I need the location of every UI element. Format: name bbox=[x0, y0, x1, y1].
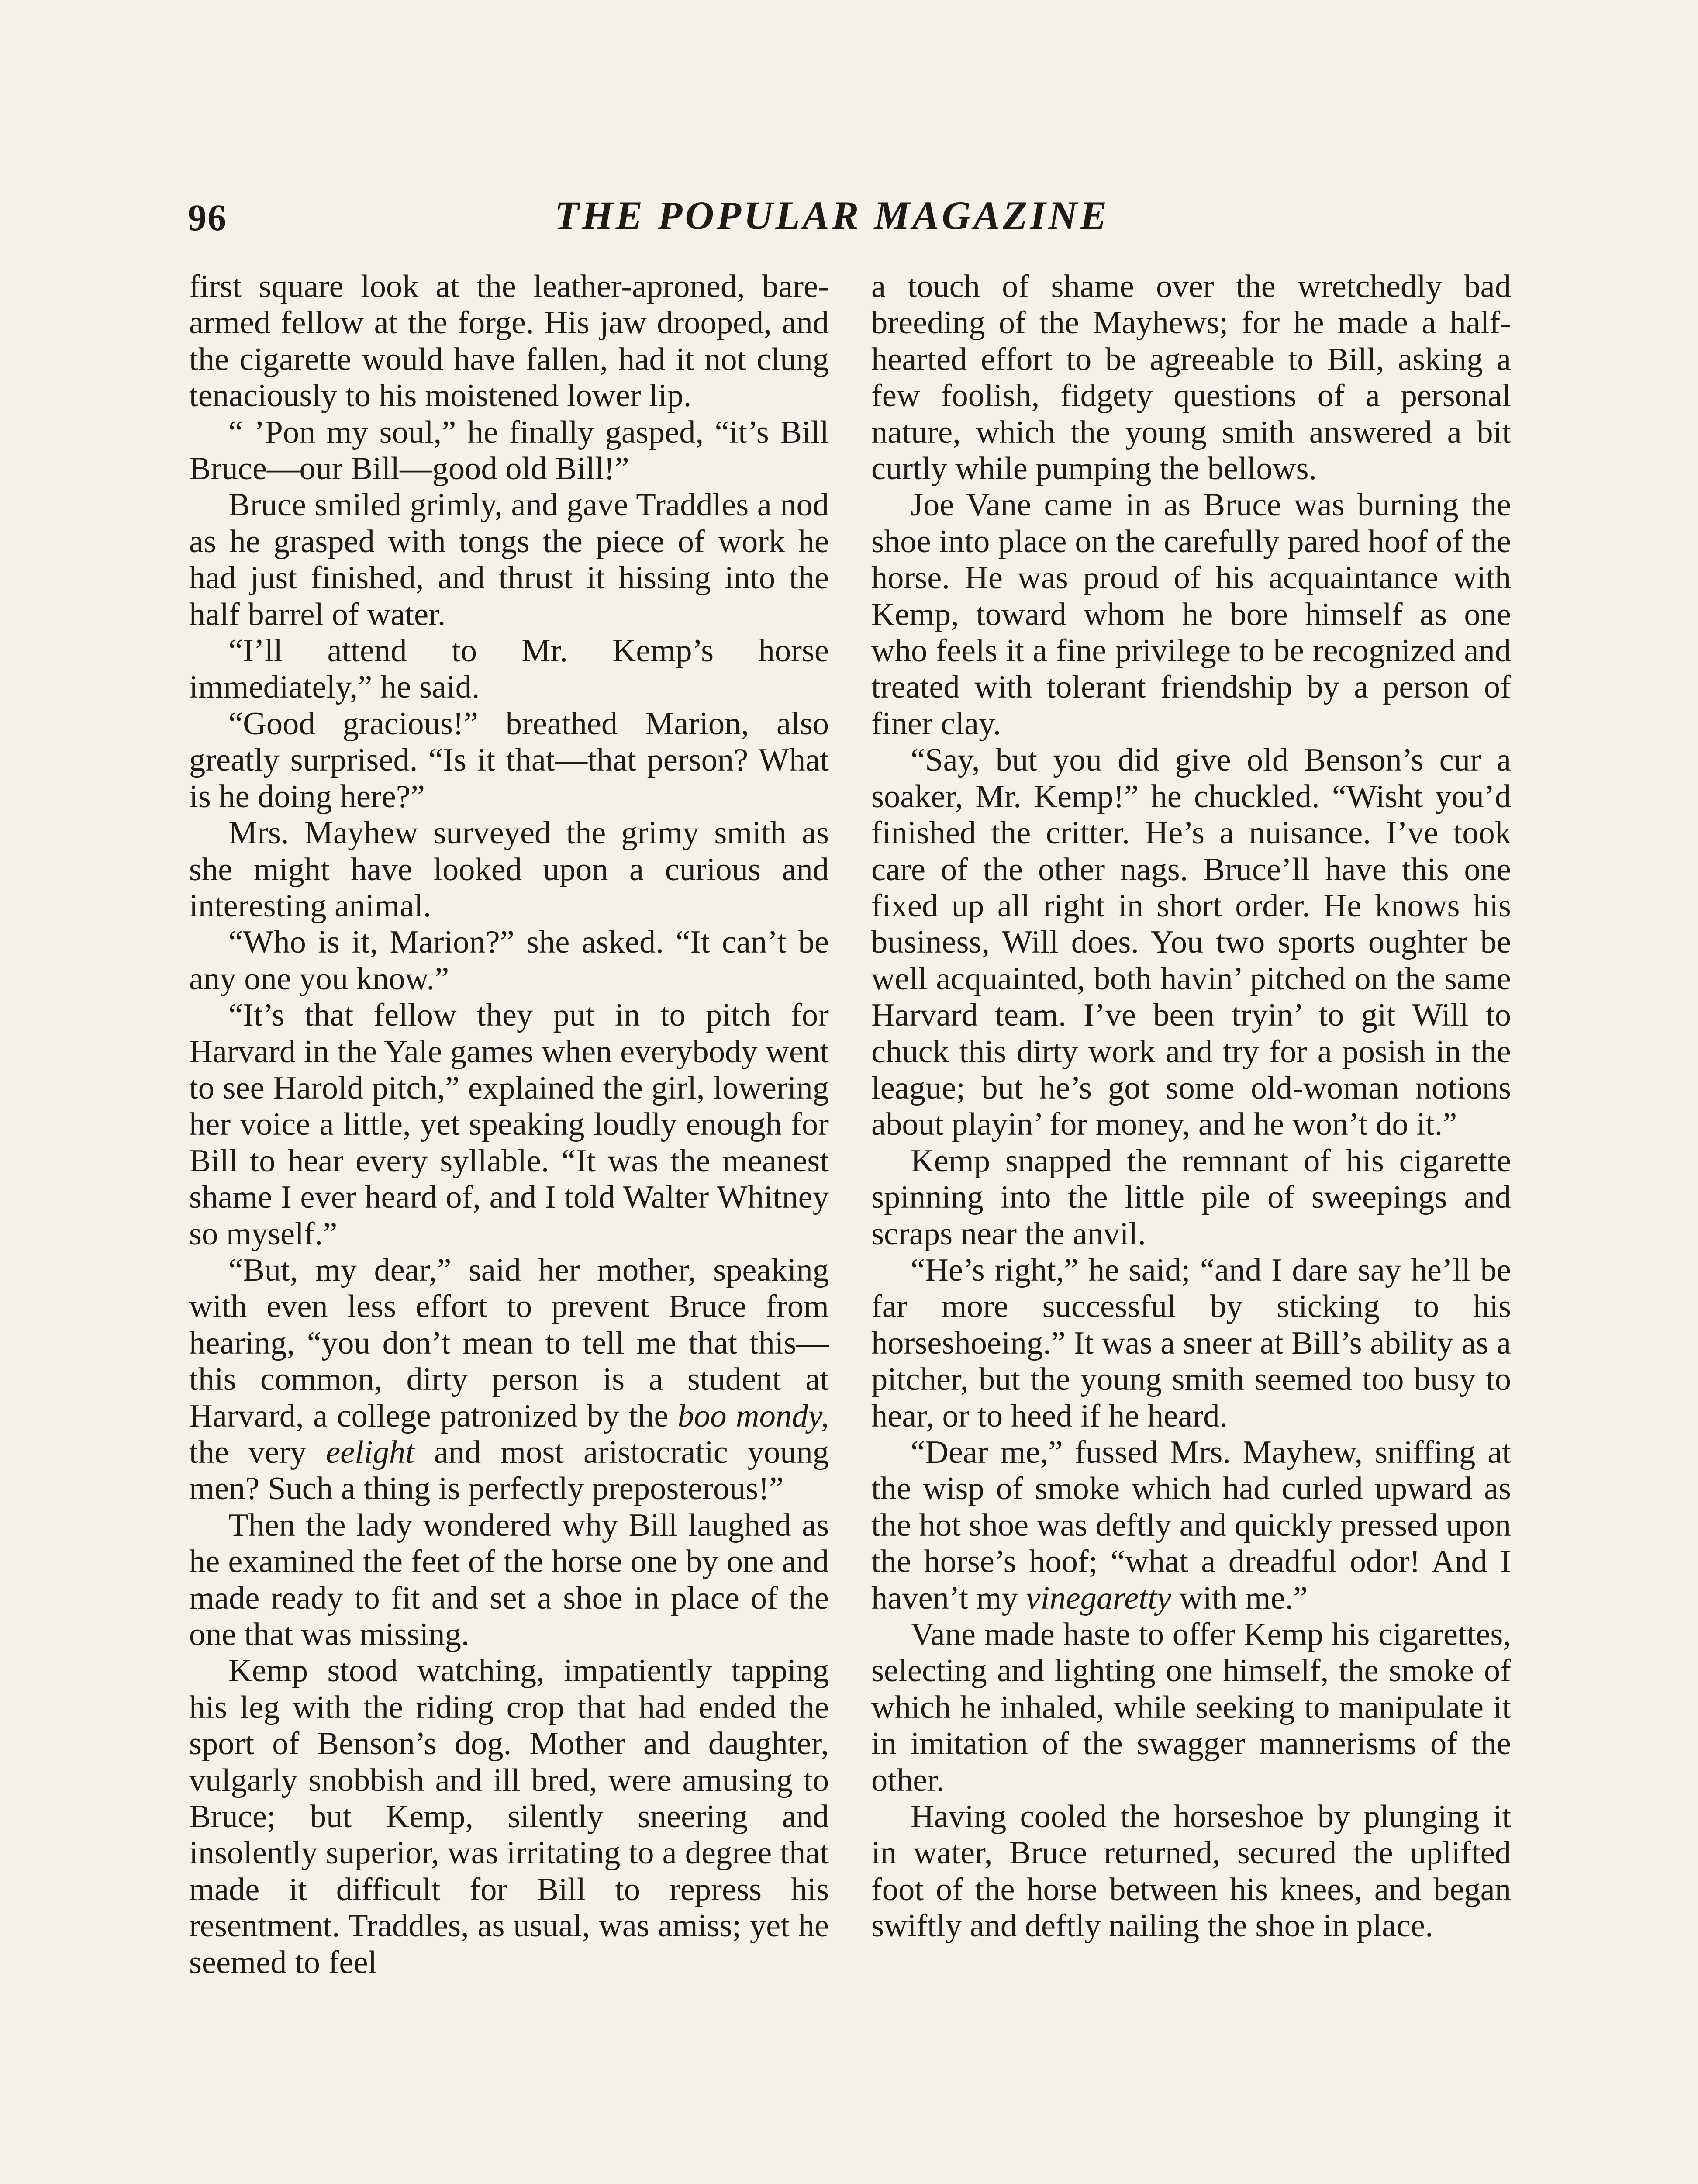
paragraph: “Say, but you did give old Benson’s cur a soaker, Mr. Kemp!” he chuckled. “Wisht you’d finished the critter. He’s a nuisance. I’ve took care of the other nags. Bruce’ll have this one fixed up all right in short order. He knows his business, Will does. You two sports oughter be well acquainted, both havin’ pitched on the same Harvard team. I’ve been tryin’ to git Will to chuck this dirty work and try for a posish in the league; but he’s got some old-woman notions about playin’ for money, and he won’t do it.” bbox=[871, 742, 1511, 1143]
paragraph: first square look at the leather-aproned, bare-armed fellow at the forge. His jaw drooped, and the cigarette would have fallen, had it not clung tenaciously to his moistened lower lip. bbox=[189, 269, 829, 414]
italic-phrase: eelight bbox=[326, 1434, 414, 1470]
text-run: “But, my dear,” said her mother, speaking with even less effort to prevent Bruce from hearing, “you don’t mean to tell me that this—this common, dirty person is a student at Harvard, a college patronized by the bbox=[189, 1252, 829, 1434]
paragraph bbox=[189, 1252, 829, 1507]
paragraph: Mrs. Mayhew surveyed the grimy smith as she might have looked upon a curious and interesting animal. bbox=[189, 815, 829, 924]
text-run: with me.” bbox=[1171, 1580, 1308, 1616]
paragraph bbox=[871, 1434, 1511, 1617]
text-run: and most aristocratic young men? Such a thing is perfectly preposterous!” bbox=[189, 1434, 829, 1507]
left-column bbox=[189, 269, 829, 1981]
paragraph: Bruce smiled grimly, and gave Traddles a nod as he grasped with tongs the piece of work he had just finished, and thrust it hissing into the half barrel of water. bbox=[189, 487, 829, 632]
paragraph: “He’s right,” he said; “and I dare say he’ll be far more successful by sticking to his horseshoeing.” It was a sneer at Bill’s ability as a pitcher, but the young smith seemed too busy to hear, or to heed if he heard. bbox=[871, 1252, 1511, 1434]
paragraph: Joe Vane came in as Bruce was burning the shoe into place on the carefully pared hoof of the horse. He was proud of his acquaintance with Kemp, toward whom he bore himself as one who feels it a fine privilege to be recognized and treated with tolerant friendship by a person of finer clay. bbox=[871, 487, 1511, 742]
text-run: “Dear me,” fussed Mrs. Mayhew, sniffing at the wisp of smoke which had curled upward as the hot shoe was deftly and quickly pressed upon the horse’s hoof; “what a dreadful odor! And I haven’t my bbox=[871, 1434, 1511, 1616]
italic-phrase: boo mondy, bbox=[677, 1398, 829, 1434]
paragraph: “Good gracious!” breathed Marion, also greatly surprised. “Is it that—that person? What is he doing here?” bbox=[189, 705, 829, 815]
page-number: 96 bbox=[188, 197, 227, 238]
italic-phrase: vinegaretty bbox=[1026, 1580, 1171, 1616]
paragraph: “ ’Pon my soul,” he finally gasped, “it’s Bill Bruce—our Bill—good old Bill!” bbox=[189, 414, 829, 487]
paragraph: “It’s that fellow they put in to pitch for Harvard in the Yale games when everybody went to see Harold pitch,” explained the girl, lowering her voice a little, yet speaking loudly enough for Bill to hear every syllable. “It was the meanest shame I ever heard of, and I told Walter Whitney so myself.” bbox=[189, 997, 829, 1252]
paragraph: Kemp snapped the remnant of his cigarette spinning into the little pile of sweepings and scraps near the anvil. bbox=[871, 1143, 1511, 1252]
paragraph: “Who is it, Marion?” she asked. “It can’t be any one you know.” bbox=[189, 924, 829, 997]
running-title: THE POPULAR MAGAZINE bbox=[555, 193, 1110, 238]
paragraph: Then the lady wondered why Bill laughed as he examined the feet of the horse one by one and made ready to fit and set a shoe in place of the one that was missing. bbox=[189, 1507, 829, 1653]
text-run: the very bbox=[189, 1434, 326, 1470]
paragraph: Kemp stood watching, impatiently tapping his leg with the riding crop that had ended the sport of Benson’s dog. Mother and daughter, vulgarly snobbish and ill bred, were amusing to Bruce; but Kemp, silently sneering and insolently superior, was irritating to a degree that made it difficult for Bill to repress his resentment. Traddles, as usual, was amiss; yet he seemed to feel bbox=[189, 1653, 829, 1980]
paragraph: Vane made haste to offer Kemp his cigarettes, selecting and lighting one himself, the smoke of which he inhaled, while seeking to manipulate it in imitation of the swagger mannerisms of the other. bbox=[871, 1617, 1511, 1798]
paragraph: a touch of shame over the wretchedly bad breeding of the Mayhews; for he made a half-hearted effort to be agreeable to Bill, asking a few foolish, fidgety questions of a personal nature, which the young smith answered a bit curtly while pumping the bellows. bbox=[871, 269, 1511, 487]
page-header bbox=[188, 192, 1511, 245]
paragraph: Having cooled the horseshoe by plunging it in water, Bruce returned, secured the uplifted foot of the horse between his knees, and began swiftly and deftly nailing the shoe in place. bbox=[871, 1799, 1511, 1944]
paragraph: “I’ll attend to Mr. Kemp’s horse immediately,” he said. bbox=[189, 633, 829, 705]
right-column bbox=[871, 269, 1511, 1945]
